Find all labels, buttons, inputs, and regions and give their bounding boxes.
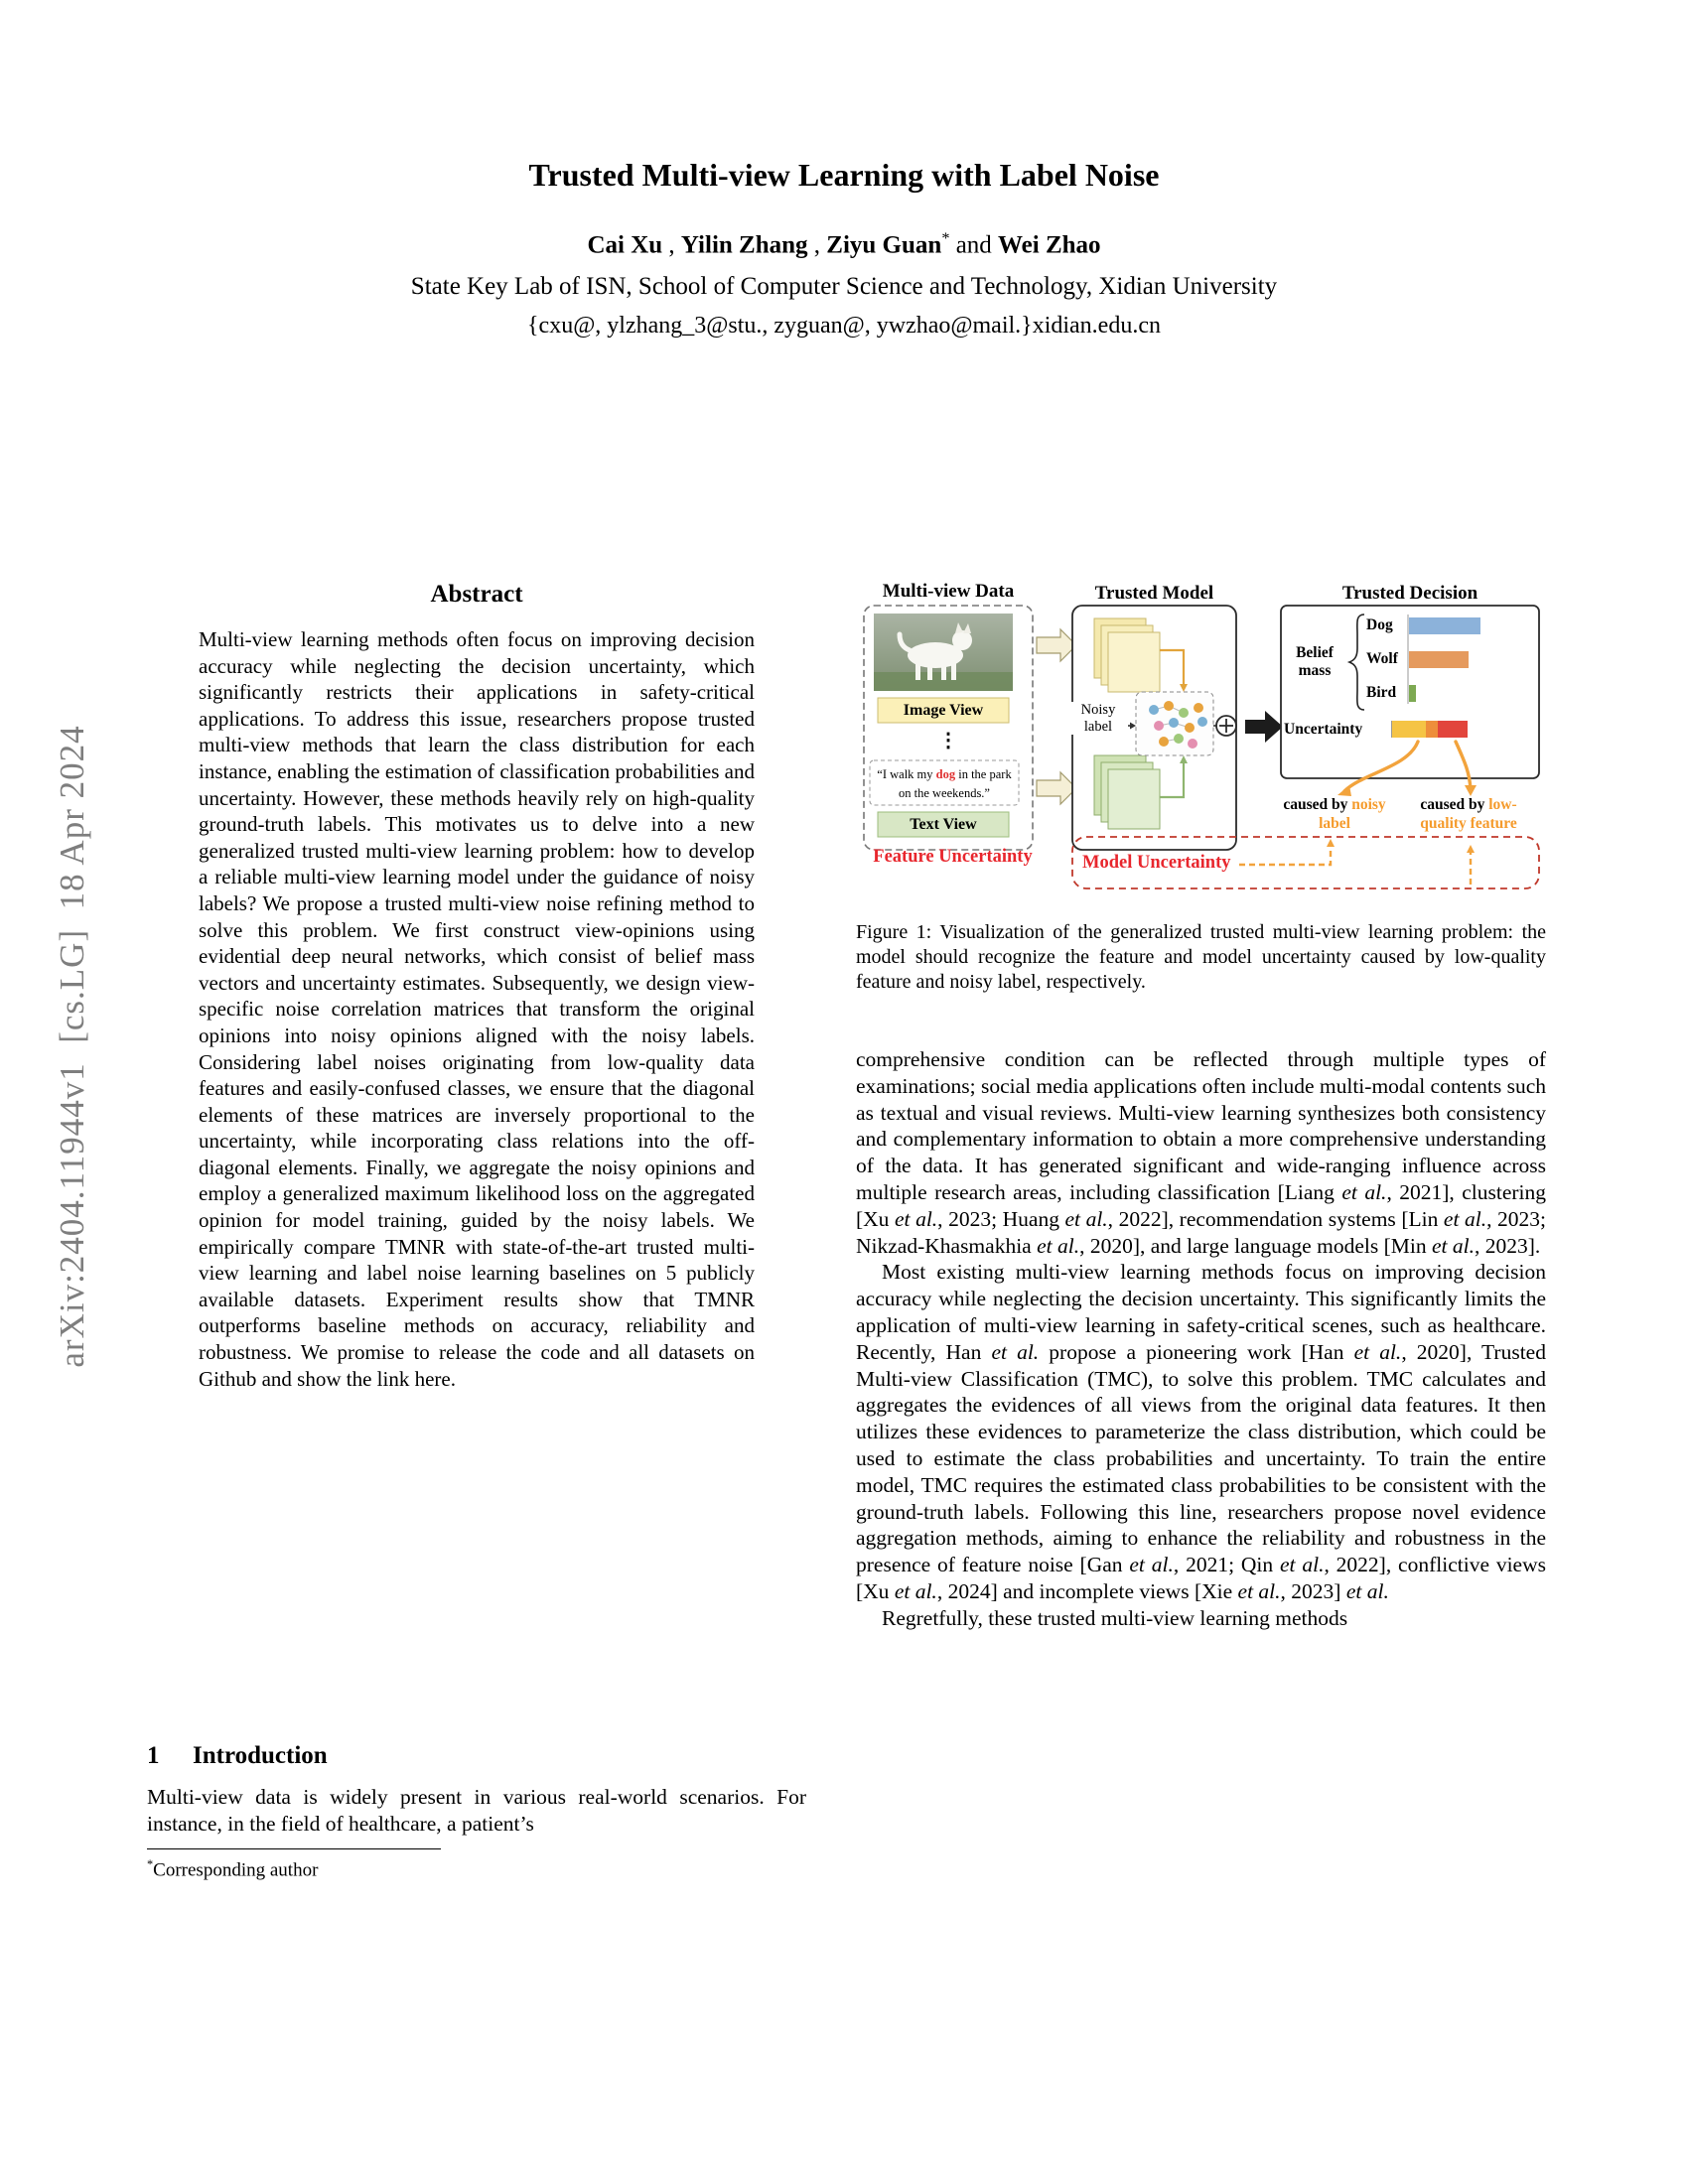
belief-bar-bird (1409, 685, 1416, 702)
authors-line: Cai Xu , Yilin Zhang , Ziyu Guan* and Wei Zhao (587, 229, 1101, 259)
flow-arrow-image-icon (1037, 629, 1076, 661)
figure-caption: Figure 1: Visualization of the generalized trusted multi-view learning problem: the model should recognize the feature and model uncertainty caused by low-quality feature and noisy label, respectively. (856, 921, 1546, 993)
model-uncertainty-pointer (1239, 845, 1331, 865)
panel-title-trusted-decision: Trusted Decision (1341, 583, 1478, 604)
caused-by-low-quality-feature: caused by low-quality feature (1420, 796, 1517, 833)
right-column (856, 581, 1546, 1632)
class-label-bird: Bird (1366, 684, 1397, 701)
section-number: 1 (147, 1742, 160, 1769)
feature-uncertainty-label: Feature Uncertainty (873, 847, 1033, 867)
footnote-text: Corresponding author (153, 1859, 319, 1881)
footnote-text-line (147, 1857, 806, 1881)
model-uncertainty-label: Model Uncertainty (1082, 853, 1231, 873)
abstract-heading: Abstract (430, 581, 523, 608)
noisy-label-text: Noisy label (1068, 702, 1128, 735)
class-label-dog: Dog (1366, 616, 1393, 633)
abstract-section (199, 581, 755, 1392)
footnote-rule (147, 1848, 441, 1849)
decision-arrow-icon (1245, 711, 1283, 743)
aggregation-icon (1216, 716, 1236, 736)
image-network-stack (1094, 618, 1160, 692)
section-heading-introduction (147, 1742, 806, 1770)
image-view-label: Image View (903, 702, 984, 719)
body-paragraph-2: Most existing multi-view learning methods focus on improving decision accuracy while neglecting the decision uncertainty. This significantly limits the application of multi-view learning in safety-critical scenes, such as healthcare. Recently, Han et al. propose a pioneering work [Han et al., 2020], Trusted Multi-view Classification (TMC), to solve this problem. TMC calculates and aggregates the evidences of all views from the original data features. It then utilizes these evidences to parameterize the class distribution, which could be used to estimate the class probabilities and uncertainty. To train the entire model, TMC requires the estimated class probabilities to be consistent with the ground-truth labels. Following this line, researchers propose novel evidence aggregation methods, aiming to enhance the reliability and robustness in the presence of feature noise [Gan et al., 2021; Qin et al., 2022], conflictive views [Xu et al., 2024] and incomplete views [Xie et al., 2023] et al. (856, 1260, 1546, 1603)
panel-title-trusted-model: Trusted Model (1094, 583, 1214, 604)
section-title: Introduction (193, 1742, 328, 1769)
paper-title: Trusted Multi-view Learning with Label Noise (528, 157, 1160, 193)
arxiv-watermark: arXiv:2404.11944v1 [cs.LG] 18 Apr 2024 (53, 725, 91, 1368)
paper-header (0, 157, 1688, 340)
abstract-text: Multi-view learning methods often focus on improving decision accuracy while neglecting the decision uncertainty, which significantly restricts their applications in safety-critical applications. To address this issue, researchers propose trusted multi-view methods that learn the class distribution for each instance, enabling the estimation of classification probabilities and uncertainty. However, these methods heavily rely on high-quality ground-truth labels. This motivates us to delve into a new generalized trusted multi-view learning problem: how to develop a reliable multi-view learning model under the guidance of noisy labels? We propose a trusted multi-view noise refining method to solve this problem. We first construct view-opinions using evidential deep neural networks, which consist of belief mass vectors and uncertainty estimates. Subsequently, we design view-specific noise correlation matrices that transform the original opinions into noisy opinions aligned with the noisy labels. Considering label noises originating from low-quality data features and easily-confused classes, we ensure that the diagonal elements of these matrices are inversely proportional to the uncertainty, while incorporating class relations into the off-diagonal elements. Finally, we aggregate the noisy opinions and employ a generalized maximum likelihood loss on the aggregated opinion for model training, guided by the noisy labels. We empirically compare TMNR with state-of-the-art trusted multi-view learning and label noise learning baselines on 5 publicly available datasets. Experiment results show that TMNR outperforms baseline methods on accuracy, reliability and robustness. We promise to release the code and all datasets on Github and show the link here. (199, 627, 755, 1391)
dog-image (874, 614, 1013, 691)
footnote-marker: * (147, 1857, 154, 1871)
body-text (856, 1046, 1546, 1632)
body-paragraph-1: comprehensive condition can be reflected through multiple types of examinations; social media applications often include multi-modal contents such as textual and visual reviews. Multi-view learning synthesizes both consistency and complementary information to obtain a more comprehensive understanding of the data. It has generated significant and wide-ranging influence across multiple research areas, including classification [Liang et al., 2021], clustering [Xu et al., 2023; Huang et al., 2022], recommendation systems [Lin et al., 2023; Nikzad-Khasmakhia et al., 2020], and large language models [Min et al., 2023]. (856, 1047, 1547, 1258)
body-paragraph-3: Regretfully, these trusted multi-view learning methods (882, 1605, 1348, 1630)
belief-bar-wolf (1409, 651, 1469, 668)
introduction-paragraph: Multi-view data is widely present in various real-world scenarios. For instance, in the field of healthcare, a patient’s (147, 1785, 806, 1836)
uncertainty-bar (1391, 721, 1468, 738)
belief-bar-dog (1409, 617, 1480, 634)
figure-1 (856, 581, 1546, 910)
belief-mass-label: Belief mass (1296, 644, 1334, 679)
flow-arrow-text-icon (1037, 772, 1076, 804)
vertical-dots-icon: ⋮ (938, 730, 958, 751)
panel-title-multiview-data: Multi-view Data (882, 581, 1015, 602)
affiliation: State Key Lab of ISN, School of Computer Science and Technology, Xidian University (410, 273, 1278, 301)
author-emails: {cxu@, ylzhang_3@stu., zyguan@, ywzhao@mail.}xidian.edu.cn (527, 313, 1161, 340)
caused-by-noisy-label: caused by noisy label (1283, 796, 1386, 833)
text-view-label: Text View (910, 816, 977, 833)
introduction-section (147, 1742, 806, 1838)
uncertainty-label: Uncertainty (1284, 721, 1363, 738)
text-view-quote: “I walk my dog in the park on the weekends.” (877, 767, 1012, 801)
footnote (147, 1848, 806, 1881)
class-label-wolf: Wolf (1366, 650, 1398, 667)
text-network-stack (1094, 755, 1160, 829)
